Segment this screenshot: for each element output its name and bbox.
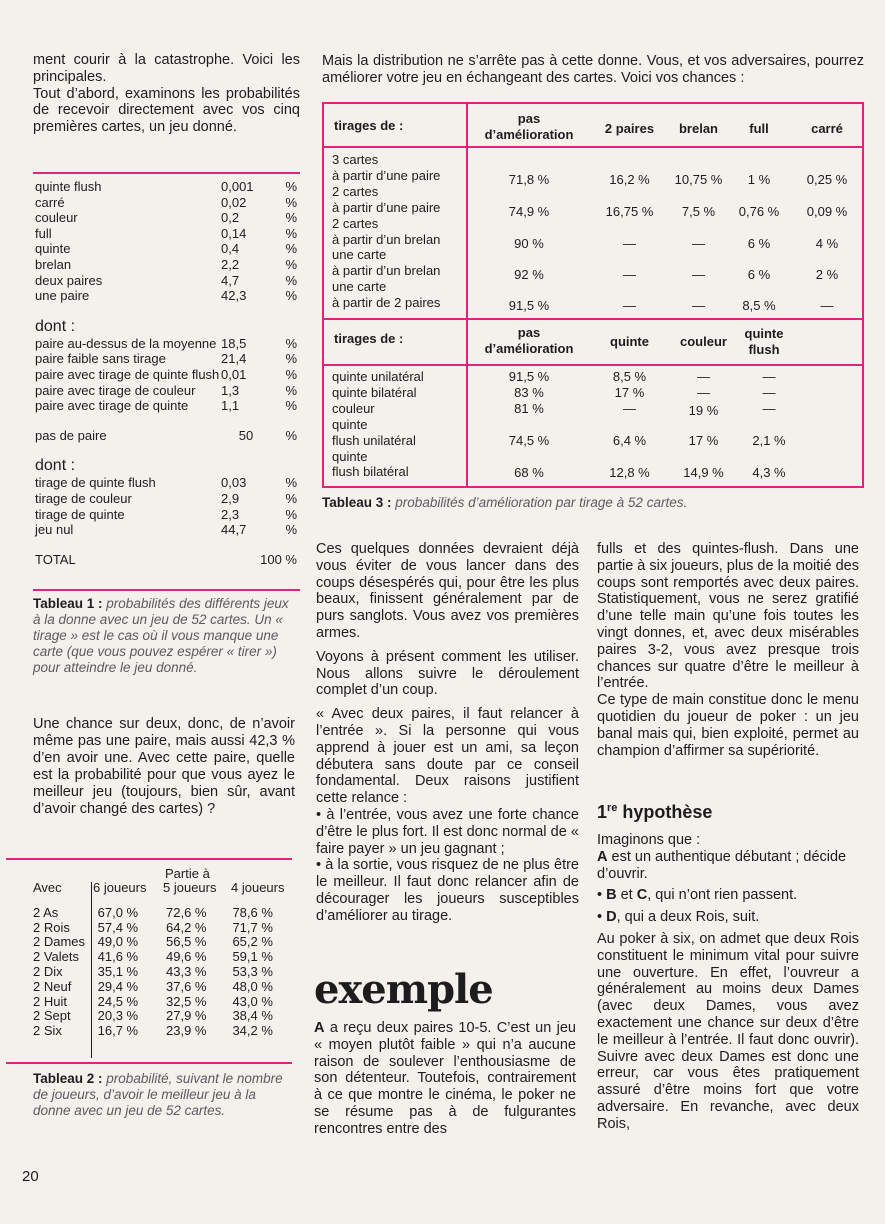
table3-part2-label: quinte unilatéral xyxy=(332,369,424,384)
table1-value-group xyxy=(221,522,297,538)
table3-h1-amelioration: d’amélioration xyxy=(484,127,574,142)
column-3-lower xyxy=(597,832,859,1133)
table2-value: 23,9 % xyxy=(166,1023,207,1039)
table3-h1-tirages: tirages de : xyxy=(334,118,404,133)
table2-value: 32,5 % xyxy=(166,993,207,1009)
table3-h1-col-c4: full xyxy=(749,121,769,136)
player-bc-and: et xyxy=(616,887,637,904)
table1-label: tirage de couleur xyxy=(35,490,132,506)
column-2 xyxy=(316,541,579,925)
table1-row xyxy=(35,257,297,273)
table3-part1-cell: 7,5 % xyxy=(681,204,716,219)
table3-part1-label: 2 cartes xyxy=(332,215,379,231)
table2-value: 78,6 % xyxy=(232,904,273,920)
table3-part2-cell: 81 % xyxy=(514,401,544,416)
table1-percent: % xyxy=(285,427,297,443)
table1-row xyxy=(35,428,297,444)
table3-part1-label: 2 cartes xyxy=(332,183,379,199)
table1-value-group xyxy=(221,428,297,444)
table1-percent: % xyxy=(285,490,297,506)
table3-part1-cell: 16,75 % xyxy=(605,204,654,219)
table2-hand: 2 Huit xyxy=(33,993,67,1009)
table3-part2-cell: — xyxy=(623,401,636,416)
table3-part1-cell: 16,2 % xyxy=(609,172,650,187)
table3-part2-cell: 6,4 % xyxy=(612,433,647,448)
table1-percent: % xyxy=(285,194,297,210)
table2-header-row xyxy=(33,881,295,896)
intro-paragraph xyxy=(33,52,300,136)
table1-label: quinte xyxy=(35,241,71,257)
table1-dont-label: dont : xyxy=(35,317,76,335)
table2-header-avec: Avec xyxy=(33,880,62,895)
table1-value: 0,01 xyxy=(221,366,247,382)
table3-header1-rule xyxy=(324,146,862,148)
player-a-text: est un authentique débutant ; décide d’ouvrir. xyxy=(597,848,847,882)
table3-part2-cell: 68 % xyxy=(514,465,544,480)
section-heading-exemple: exemple xyxy=(314,966,493,1013)
table1 xyxy=(35,179,297,567)
table2-value: 49,0 % xyxy=(97,934,139,950)
hypothese-ordinal: re xyxy=(607,802,618,814)
table3-header2-rule-bottom xyxy=(324,364,862,366)
table1-value: 50 xyxy=(238,427,254,443)
table3-part1-cell: 2 % xyxy=(815,267,839,282)
column-3 xyxy=(597,541,859,759)
table2-column-divider xyxy=(91,882,92,1058)
intro-text: ment courir à la catastrophe. Voici les principales. xyxy=(33,52,300,85)
table1-label: tirage de quinte xyxy=(35,506,125,522)
col3-player-d: • D, qui a deux Rois, suit. xyxy=(597,909,760,926)
table1-row xyxy=(35,383,297,399)
table3-part2-labels xyxy=(332,369,466,480)
table2 xyxy=(33,866,295,1039)
table3-part1-label: à partir d’une paire xyxy=(332,199,441,215)
table2-value: 57,4 % xyxy=(97,919,139,935)
table3 xyxy=(322,102,864,488)
table1-block xyxy=(35,179,297,304)
table1-value-group xyxy=(221,226,297,242)
table1-label: paire au-dessus de la moyenne xyxy=(35,335,217,351)
table3-caption xyxy=(322,495,882,511)
table3-part2-label: flush bilatéral xyxy=(332,464,409,480)
table2-value: 41,6 % xyxy=(97,949,139,965)
table1-value-group xyxy=(221,273,297,289)
table1-label: pas de paire xyxy=(35,427,107,443)
table1-value: 18,5 xyxy=(221,335,247,351)
table3-part1-cell: 91,5 % xyxy=(508,298,550,313)
table3-part2-label: quinte xyxy=(332,448,368,464)
table1-block xyxy=(35,457,297,537)
table3-part2-cell: — xyxy=(762,401,776,416)
table3-h2-col-c4b: flush xyxy=(748,342,780,357)
table1-value: 0,4 xyxy=(221,241,240,257)
table3-header2-rule-top xyxy=(324,318,862,320)
col2-paragraph-4-text: a reçu deux paires 10-5. C’est un jeu « moyen plutôt faible » qui n’a aucune raison de soulever l’enthousiasme de son détenteur. Toutefois, contrairement à ce que montre le cinéma, le poker ne se résume pas à de fulgurantes rencontres entre des xyxy=(314,1020,576,1137)
table2-caption xyxy=(33,1071,295,1119)
table3-part1-cell: — xyxy=(692,298,705,313)
player-c-bold: C xyxy=(636,887,648,904)
table1-label: tirage de quinte flush xyxy=(35,475,156,491)
table2-value: 71,7 % xyxy=(232,919,273,935)
table1-bottom-rule xyxy=(33,589,300,591)
player-b-bold: B xyxy=(606,887,617,904)
table3-part2-cell: 8,5 % xyxy=(612,369,647,384)
table1-top-rule xyxy=(33,172,300,174)
table3-h1-pas: pas xyxy=(517,111,541,126)
table2-hand: 2 As xyxy=(33,904,59,920)
table2-value: 35,1 % xyxy=(97,963,139,979)
table3-part2-cell: 14,9 % xyxy=(683,465,724,480)
player-a-label: A xyxy=(314,1020,325,1036)
table2-hand: 2 Valets xyxy=(33,949,80,965)
table3-part1-cell: 92 % xyxy=(514,267,544,282)
table1-percent: % xyxy=(285,288,297,304)
table2-hand: 2 Neuf xyxy=(33,978,72,994)
table2-row xyxy=(33,995,295,1010)
table1-row xyxy=(35,491,297,507)
table2-value: 67,0 % xyxy=(97,904,139,920)
col3-paragraph-1: fulls et des quintes-flush. Dans une partie à six joueurs, plus de la moitié des coups sont remportés avec deux paires. Statistiquement, vous ne serez gratifié d’une telle main qu’une fois toutes les vingt donnes, et, avec deux misérables paires 3-2, vous avez presque trois chances sur quatre d’être le meilleur à l’entrée. xyxy=(597,541,859,692)
table1-percent: % xyxy=(285,506,297,522)
col3-paragraph-2: Ce type de main constitue donc le menu quotidien du joueur de poker : un jeu banal mais qui, bien exploité, permet au champion d’affirmer sa supériorité. xyxy=(597,692,859,759)
table3-part1-label: une carte xyxy=(332,247,387,263)
table1-row xyxy=(35,179,297,195)
table3-part1-cell: 0,25 % xyxy=(806,172,848,187)
table1-total-row xyxy=(35,552,297,568)
table3-part1-cell: — xyxy=(820,298,834,313)
table1-row xyxy=(35,336,297,352)
table3-part2-label: quinte xyxy=(332,416,368,432)
table1-row xyxy=(35,241,297,257)
table3-part1-label: à partir d’un brelan xyxy=(332,263,441,279)
table1-percent: % xyxy=(285,366,297,382)
table1-value: 42,3 xyxy=(221,288,247,304)
col2-bullet-1: • à l’entrée, vous avez une forte chance d’être le plus fort. Il est donc normal de « faire payer » un jeu gagnant ; xyxy=(316,806,579,857)
table2-value: 43,0 % xyxy=(232,993,273,1009)
right-intro: Mais la distribution ne s’arrête pas à cette donne. Vous, et vos adversaires, pourrez améliorer votre jeu en échangeant des cartes. Voici vos chances : xyxy=(322,53,864,86)
table1-value-group xyxy=(221,507,297,523)
table1-label: paire avec tirage de quinte xyxy=(35,398,189,414)
col3-paragraph-4: Au poker à six, on admet que deux Rois constituent le minimum vital pour suivre une ouverture. En effet, l’ouvreur a généralement au moins deux Dames (avec deux Dames, vous avez exactement une chance sur deux d’être le meilleur à l’entrée. Il faut donc ouvrir). Suivre avec deux Dames est donc une erreur, car vous êtes pratiquement assuré d’être moins fort que votre adversaire. En revanche, avec deux Rois, xyxy=(597,930,859,1132)
table2-value: 49,6 % xyxy=(166,949,207,965)
table1-label: une paire xyxy=(35,288,90,304)
table1-label: full xyxy=(35,225,52,241)
table1-value: 2,2 xyxy=(221,256,240,272)
table2-row xyxy=(33,980,295,995)
table1-percent: % xyxy=(285,272,297,288)
table1-label: carré xyxy=(35,194,65,210)
table1-dont-label: dont : xyxy=(35,457,76,475)
table2-row xyxy=(33,950,295,965)
table2-row xyxy=(33,906,295,921)
table3-part1-cell: — xyxy=(623,236,636,251)
table2-value: 37,6 % xyxy=(166,978,207,994)
table1-label: paire faible sans tirage xyxy=(35,351,166,367)
table3-part1-label: à partir d’un brelan xyxy=(332,231,441,247)
page-number: 20 xyxy=(22,1168,39,1185)
table1-percent: % xyxy=(285,475,297,491)
table1-value: 0,02 xyxy=(221,194,247,210)
table2-value: 48,0 % xyxy=(232,978,273,994)
table1-row xyxy=(35,367,297,383)
table1-value-group xyxy=(221,210,297,226)
table1-value-group xyxy=(221,351,297,367)
table1-row xyxy=(35,273,297,289)
col3-player-bc: • B et C, qui n’ont rien passent. xyxy=(597,887,798,904)
table1-row xyxy=(35,522,297,538)
table3-part2-cell: 17 % xyxy=(614,385,645,400)
table1-caption-text: probabilités des différents jeux à la donne avec un jeu de 52 cartes. Un « tirage » est le cas où il vous manque une carte (que vous pouvez espérer « tirer ») pour atteindre le jeu donné. xyxy=(33,596,289,675)
table3-part2-cell: — xyxy=(697,385,710,400)
player-d-bold: D xyxy=(606,909,617,926)
table3-part2-cell: 17 % xyxy=(688,433,719,448)
table3-part1-cell: — xyxy=(692,236,705,251)
table3-part1-label: à partir d’une paire xyxy=(332,167,441,183)
table1-row xyxy=(35,226,297,242)
table2-value: 53,3 % xyxy=(232,963,273,979)
table2-col-header: 5 joueurs xyxy=(163,880,217,895)
player-bc-text: , qui n’ont rien passent. xyxy=(647,887,798,904)
table1-label: jeu nul xyxy=(35,522,74,538)
table1-value: 1,3 xyxy=(221,382,240,398)
table3-part2-cell: 2,1 % xyxy=(752,433,786,448)
table3-part1-label: une carte xyxy=(332,279,387,295)
table2-hand: 2 Dames xyxy=(33,934,86,950)
table1-row xyxy=(35,507,297,523)
table3-part2-label: couleur xyxy=(332,400,375,416)
table1-label: deux paires xyxy=(35,272,103,288)
table3-h2-pas: pas xyxy=(517,325,541,340)
table2-value: 16,7 % xyxy=(97,1023,139,1039)
table1-value: 0,03 xyxy=(221,475,247,491)
table2-value: 38,4 % xyxy=(232,1008,273,1024)
table1-label: paire avec tirage de quinte flush xyxy=(35,366,220,382)
table3-part1-cell: 0,09 % xyxy=(806,204,848,219)
table1-value-group xyxy=(221,336,297,352)
table2-value: 24,5 % xyxy=(97,993,139,1009)
table2-value: 59,1 % xyxy=(232,949,273,965)
table1-value: 0,2 xyxy=(221,210,240,226)
table3-part1-cell: 10,75 % xyxy=(674,172,723,187)
table1-value-group xyxy=(221,241,297,257)
table2-row xyxy=(33,965,295,980)
table1-percent: % xyxy=(285,398,297,414)
table3-part1-label: 3 cartes xyxy=(332,152,379,167)
table1-percent: % xyxy=(285,351,297,367)
table1-row xyxy=(35,475,297,491)
table3-part1-cell: 8,5 % xyxy=(742,298,776,313)
table1-row xyxy=(35,195,297,211)
table1-value-group xyxy=(221,475,297,491)
table3-h1-col-c5: carré xyxy=(811,121,843,136)
table1-percent: % xyxy=(285,335,297,351)
table1-value-group xyxy=(221,179,297,195)
table3-part1-label: à partir de 2 paires xyxy=(332,295,441,311)
table3-h2-amelioration: d’amélioration xyxy=(484,341,574,356)
table3-h2-col-c4a: quinte xyxy=(744,326,784,341)
table1-value-group xyxy=(221,367,297,383)
table2-row xyxy=(33,935,295,950)
col2-paragraph-3: « Avec deux paires, il faut relancer à l’entrée ». Si la personne qui vous apprend à jouer est un ami, sa leçon débutera sans doute par ce conseil fondamental. Deux raisons justifient cette relance : xyxy=(316,706,579,807)
table1-row xyxy=(35,351,297,367)
table2-value: 56,5 % xyxy=(166,934,207,950)
table2-row xyxy=(33,921,295,936)
table1-value: 0,14 xyxy=(221,225,247,241)
col3-player-a xyxy=(597,849,859,883)
table1-value: 4,7 xyxy=(221,272,240,288)
table1-caption xyxy=(33,596,297,676)
table1-value-group xyxy=(221,398,297,414)
table3-h2-tirages: tirages de : xyxy=(334,331,404,346)
table3-part1-cell: 90 % xyxy=(514,236,544,251)
table1-value: 2,9 xyxy=(221,490,240,506)
table1-percent: % xyxy=(285,256,297,272)
table3-part2-cell: 19 % xyxy=(688,403,719,418)
col2-bullet-2: • à la sortie, vous risquez de ne plus être le meilleur. Il faut donc relancer afin de décourager les joueurs susceptibles d’améliorer au tirage. xyxy=(316,857,579,924)
table2-hand: 2 Six xyxy=(33,1023,62,1039)
table1-percent: % xyxy=(285,225,297,241)
table1-percent: % xyxy=(285,241,297,257)
table1-value-group xyxy=(221,195,297,211)
table1-total-value: 100 % xyxy=(260,551,297,567)
table1-label: paire avec tirage de couleur xyxy=(35,382,196,398)
table1-caption-label: Tableau 1 : xyxy=(33,596,103,611)
table3-part2-cell: 83 % xyxy=(514,385,544,400)
player-a-bold: A xyxy=(597,848,608,865)
table3-part1-cell: 0,76 % xyxy=(738,204,780,219)
table2-value: 29,4 % xyxy=(97,978,139,994)
table3-part1-cell: 71,8 % xyxy=(508,172,550,187)
col2-paragraph-2: Voyons à présent comment les utiliser. Nous allons suivre le déroulement complet d’un coup. xyxy=(316,648,579,699)
table3-part1-cell: — xyxy=(623,267,636,282)
table3-part2-cell: — xyxy=(697,369,710,384)
table2-top-rule xyxy=(6,858,292,860)
table1-percent: % xyxy=(285,179,297,194)
table3-part2-label: flush unilatéral xyxy=(332,432,416,448)
hypothese-word: hypothèse xyxy=(617,802,713,822)
table3-part1-cell: 4 % xyxy=(815,236,839,251)
table1-value-group xyxy=(221,383,297,399)
table2-value: 64,2 % xyxy=(166,919,207,935)
table3-h1-col-c2: 2 paires xyxy=(604,121,655,136)
table1-value: 0,001 xyxy=(221,179,254,194)
table3-part1-cell: 6 % xyxy=(747,236,771,251)
table2-value: 34,2 % xyxy=(232,1023,273,1039)
table3-caption-text: probabilités d’amélioration par tirage à 52 cartes. xyxy=(395,495,688,510)
table3-h2-col-c3: couleur xyxy=(680,334,727,349)
table2-row xyxy=(33,1009,295,1024)
table3-part1-labels xyxy=(332,152,466,311)
table1-value: 1,1 xyxy=(221,398,240,414)
col3-paragraph-3: Imaginons que : xyxy=(597,832,701,848)
table1-value-group xyxy=(221,257,297,273)
table1-percent: % xyxy=(285,522,297,538)
table3-h1-col-c3: brelan xyxy=(678,121,718,136)
col2-paragraph-1: Ces quelques données devraient déjà vous éviter de vous lancer dans des coups désespérés qui, pour être les plus beaux, finissent généralement par de purs sanglots. Vous avez vos premières armes. xyxy=(316,541,579,641)
table3-caption-label: Tableau 3 : xyxy=(322,495,392,510)
table2-hand: 2 Dix xyxy=(33,963,63,979)
table1-value: 2,3 xyxy=(221,506,240,522)
table3-part2-cell: 4,3 % xyxy=(752,465,786,480)
table1-label: couleur xyxy=(35,210,78,226)
table3-part1-cell: — xyxy=(692,267,705,282)
table1-value-group xyxy=(221,491,297,507)
hypothese-number: 1 xyxy=(597,802,608,822)
table3-part2-cell: — xyxy=(762,369,776,384)
table2-caption-label: Tableau 2 : xyxy=(33,1071,103,1086)
table3-part1-cell: 6 % xyxy=(747,267,771,282)
table2-col-header: 4 joueurs xyxy=(231,880,285,895)
table3-part2-cell: 12,8 % xyxy=(609,465,650,480)
col2-paragraph-4 xyxy=(314,1020,576,1138)
table2-row xyxy=(33,1024,295,1039)
table2-value: 27,9 % xyxy=(166,1008,207,1024)
table1-row xyxy=(35,210,297,226)
table3-part1-cell: — xyxy=(623,298,636,313)
paragraph-after-table1: Une chance sur deux, donc, de n’avoir même pas une paire, mais aussi 42,3 % d’en avoir une. Avec cette paire, quelle est la probabilité pour que vous ayez le meilleur jeu (toujours, bien sûr, avant d’avoir changé des cartes) ? xyxy=(33,716,295,817)
table1-row xyxy=(35,398,297,414)
table1-percent: % xyxy=(285,210,297,226)
table2-hand: 2 Sept xyxy=(33,1008,71,1024)
table1-total-label: TOTAL xyxy=(35,551,76,567)
table2-col-header: 6 joueurs xyxy=(93,880,147,895)
table1-label: quinte flush xyxy=(35,179,102,194)
table1-value: 44,7 xyxy=(221,522,247,538)
table3-part2-cell: 74,5 % xyxy=(508,433,550,448)
table1-block xyxy=(35,428,297,444)
table1-value: 21,4 xyxy=(221,351,247,367)
table1-block xyxy=(35,318,297,414)
table2-value: 43,3 % xyxy=(166,963,207,979)
table2-caption-text: probabilité, suivant le nombre de joueurs, d’avoir le meilleur jeu à la donne avec un jeu de 52 cartes. xyxy=(33,1071,283,1118)
table2-value: 72,6 % xyxy=(166,904,207,920)
section-heading-hypothese xyxy=(597,802,712,823)
table3-part1-cell: 74,9 % xyxy=(508,204,550,219)
table2-header-partie: Partie à xyxy=(165,866,210,881)
table2-value: 20,3 % xyxy=(97,1008,139,1024)
table3-part1-cell: 1 % xyxy=(747,172,771,187)
table2-hand: 2 Rois xyxy=(33,919,70,935)
player-d-text: , qui a deux Rois, suit. xyxy=(616,909,760,926)
table1-label: brelan xyxy=(35,256,72,272)
table2-value: 65,2 % xyxy=(232,934,273,950)
table3-h2-col-c2: quinte xyxy=(610,334,649,349)
table2-bottom-rule xyxy=(6,1062,292,1064)
table1-value-group xyxy=(221,288,297,304)
table3-label-divider xyxy=(466,104,468,486)
table3-part2-cell: 91,5 % xyxy=(508,369,550,384)
intro-text-2: Tout d’abord, examinons les probabilités de recevoir directement avec vos cinq premières cartes, un jeu donné. xyxy=(33,85,300,136)
table3-part2-label: quinte bilatéral xyxy=(332,384,417,400)
table1-percent: % xyxy=(285,382,297,398)
table3-part2-cell: — xyxy=(762,385,776,400)
table1-row xyxy=(35,288,297,304)
